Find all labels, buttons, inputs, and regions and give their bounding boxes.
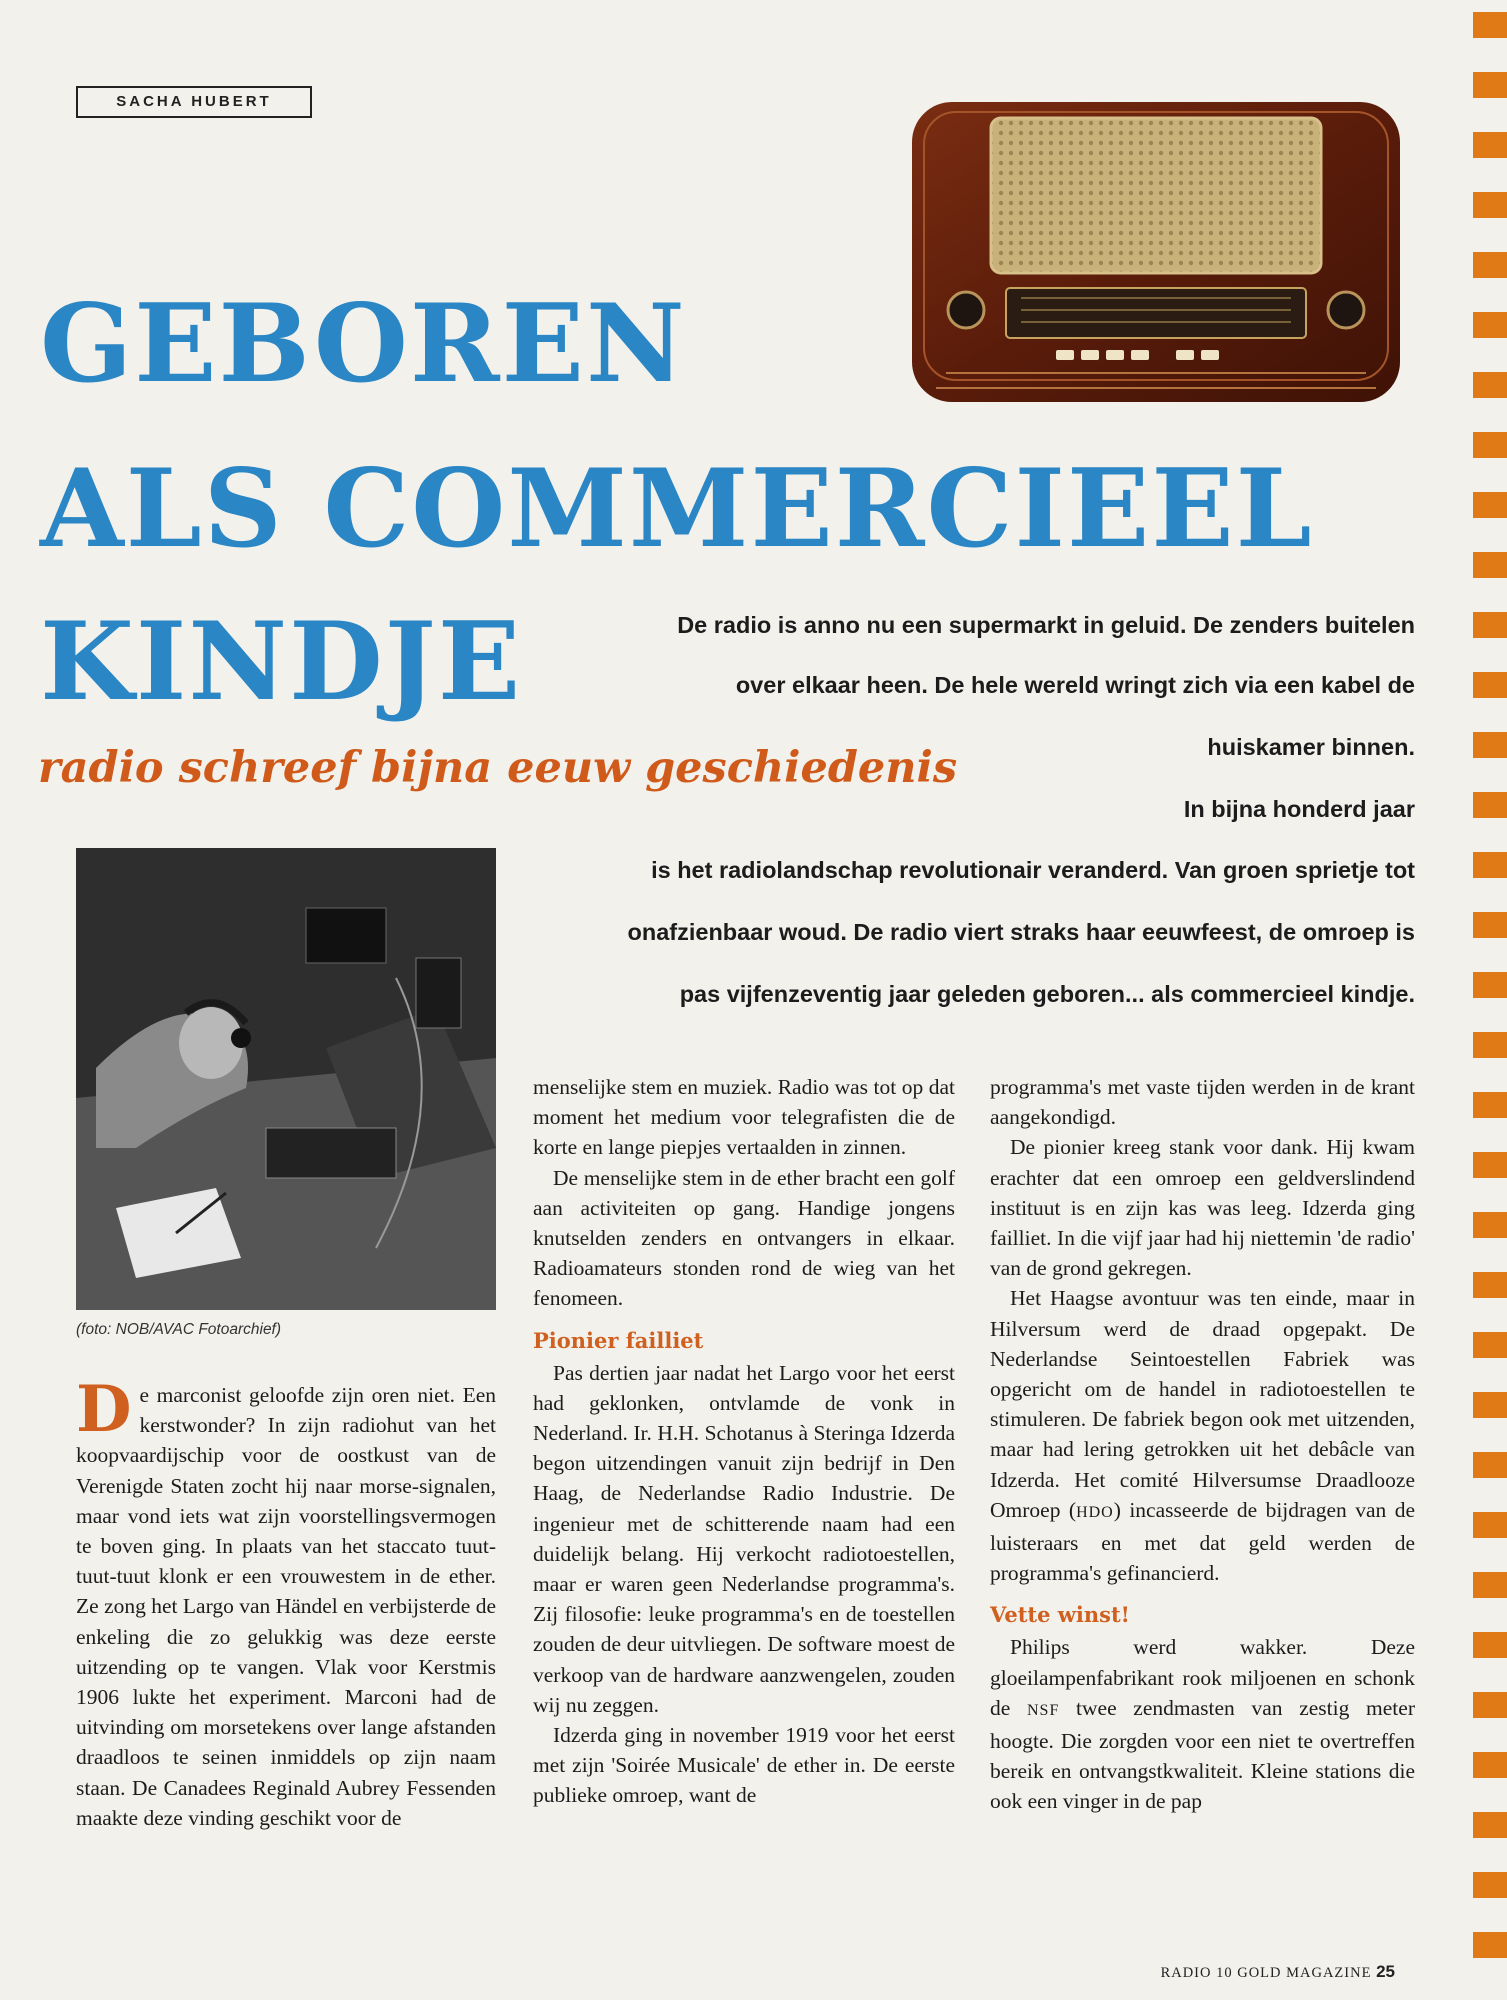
edge-dash: [1473, 1632, 1507, 1658]
edge-dash: [1473, 552, 1507, 578]
intro-line-1: De radio is anno nu een supermarkt in geluid. De zenders buitelen: [677, 612, 1415, 638]
col3-paragraph-3: [990, 1283, 1415, 1588]
headline-line-3: KINDJE: [40, 599, 523, 725]
edge-dash: [1473, 132, 1507, 158]
edge-dash: [1473, 492, 1507, 518]
article-column-1: [76, 1372, 496, 1833]
edge-dash: [1473, 972, 1507, 998]
edge-dash: [1473, 912, 1507, 938]
edge-dash: [1473, 792, 1507, 818]
edge-dash: [1473, 1152, 1507, 1178]
edge-dash: [1473, 1332, 1507, 1358]
abbreviation-nsf: NSF: [1026, 1701, 1060, 1719]
magazine-name: RADIO 10 GOLD MAGAZINE: [1160, 1965, 1372, 1981]
edge-dash: [1473, 852, 1507, 878]
edge-dash: [1473, 1092, 1507, 1118]
edge-dash: [1473, 312, 1507, 338]
edge-dash: [1473, 372, 1507, 398]
radio-operator-photo: [76, 848, 496, 1310]
intro-line-6: onafzienbaar woud. De radio viert straks haar eeuwfeest, de omroep is: [627, 919, 1415, 945]
col3-paragraph-1: programma's met vaste tijden werden in de krant aangekondigd.: [990, 1075, 1415, 1130]
section-heading-vette-winst: Vette winst!: [990, 1602, 1130, 1628]
edge-dash: [1473, 72, 1507, 98]
col1-paragraph: e marconist geloofde zijn oren niet. Een kerstwonder? In zijn radiohut van het koopvaardijschip voor de oostkust van de Verenigde Staten zocht hij naar morse-signalen, maar vond iets wat zijn voorstellingsvermogen te boven ging. In plaats van het staccato tuut-tuut-tuut klonk er een vrouwestem in de ether. Ze zong het Largo van Händel en verbijsterde de enkeling die zo gelukkig was deze eerste uitzending op te vangen. Vlak voor Kerstmis 1906 lukte het experiment. Marconi had de uitvinding om morsetekens over lange afstanden draadloos te seinen inmiddels op zijn naam staan. De Canadees Reginald Aubrey Fessenden maakte deze vinding geschikt voor de: [76, 1383, 496, 1830]
abbreviation-hdo: HDO: [1076, 1503, 1114, 1521]
edge-dash: [1473, 1512, 1507, 1538]
headline-line-2: ALS COMMERCIEEL: [40, 446, 1314, 572]
col2-paragraph-3: Pas dertien jaar nadat het Largo voor het eerst had geklonken, ontvlamde de vonk in Nederland. Ir. H.H. Schotanus à Steringa Idzerda begon uitzendingen vanuit zijn bedrijf in Den Haag, de Nederlandse Radio Industrie. De ingenieur met de schitterende naam had een duidelijk belang. Hij verkocht radiotoestellen, maar er waren geen Nederlandse programma's. Zij filosofie: leuke programma's en de toestellen zouden de deur uitvliegen. De software moest de verkoop van de hardware aanzwengelen, zouden wij nu zeggen.: [533, 1360, 955, 1717]
edge-dash: [1473, 432, 1507, 458]
col3-paragraph-3-text-a: Het Haagse avontuur was ten einde, maar in Hilversum werd de draad opgepakt. De Nederlandse Seintoestellen Fabriek was opgericht om de handel in radiotoestellen te stimuleren. De fabriek begon ook met uitzenden, maar had lering getrokken uit het debâcle van Idzerda. Het comité Hilversumse Draadlooze Omroep (: [990, 1286, 1415, 1522]
edge-dash: [1473, 1752, 1507, 1778]
edge-dash: [1473, 1392, 1507, 1418]
intro-line-3: huiskamer binnen.: [1207, 734, 1415, 760]
edge-dash: [1473, 732, 1507, 758]
edge-dash: [1473, 1872, 1507, 1898]
edge-dash: [1473, 12, 1507, 38]
edge-dash: [1473, 252, 1507, 278]
col3-paragraph-2: De pionier kreeg stank voor dank. Hij kwam erachter dat een omroep een geldverslindend instituut is en zijn kas was leeg. Idzerda ging failliet. In die vijf jaar had hij niettemin 'de radio' van de grond gekregen.: [990, 1135, 1415, 1281]
drop-cap: D: [76, 1372, 132, 1447]
edge-dash: [1473, 1212, 1507, 1238]
col3-paragraph-4: [990, 1632, 1415, 1816]
edge-dash: [1473, 1692, 1507, 1718]
intro-line-7: pas vijfenzeventig jaar geleden geboren... als commercieel kindje.: [679, 981, 1415, 1007]
intro-line-4: In bijna honderd jaar: [1183, 796, 1415, 822]
edge-dash: [1473, 1272, 1507, 1298]
col3-paragraph-4-text-b: twee zendmasten van zestig meter hoogte. Die zorgden voor een niet te overtreffen bereik en ontvangstkwaliteit. Kleine stations die ook een vinger in de pap: [990, 1695, 1415, 1814]
edge-dash: [1473, 1452, 1507, 1478]
edge-dash: [1473, 672, 1507, 698]
photo-caption: (foto: NOB/AVAC Fotoarchief): [76, 1321, 282, 1338]
headline-line-1: GEBOREN: [40, 281, 687, 407]
author-label: SACHA HUBERT: [76, 86, 312, 118]
section-heading-pionier: Pionier failliet: [533, 1327, 704, 1353]
edge-stripe-decoration: [1473, 0, 1507, 2000]
col3-paragraph-4-text-a: Philips werd wakker. Deze gloeilampenfabrikant rook miljoenen en schonk de: [990, 1635, 1415, 1720]
edge-dash: [1473, 1572, 1507, 1598]
edge-dash: [1473, 1812, 1507, 1838]
edge-dash: [1473, 1032, 1507, 1058]
article-column-2: [533, 1072, 955, 1811]
page-number: 25: [1376, 1962, 1395, 1981]
col2-paragraph-4: Idzerda ging in november 1919 voor het eerst met zijn 'Soirée Musicale' de ether in. De eerste publieke omroep, want de: [533, 1723, 955, 1808]
edge-dash: [1473, 192, 1507, 218]
col2-paragraph-1: menselijke stem en muziek. Radio was tot op dat moment het medium voor telegrafisten die de korte en lange piepjes vertaalden in zinnen.: [533, 1075, 955, 1160]
edge-dash: [1473, 612, 1507, 638]
intro-line-2: over elkaar heen. De hele wereld wringt zich via een kabel de: [735, 672, 1415, 698]
intro-line-5: is het radiolandschap revolutionair veranderd. Van groen sprietje tot: [651, 857, 1415, 883]
vintage-radio-image: [906, 88, 1406, 413]
article-column-3: [990, 1072, 1415, 1817]
edge-dash: [1473, 1932, 1507, 1958]
page-footer: [1161, 1962, 1395, 1982]
subheadline: radio schreef bijna eeuw geschiedenis: [38, 743, 958, 793]
col2-paragraph-2: De menselijke stem in de ether bracht een golf aan activiteiten op gang. Handige jongens knutselden zenders en ontvangers in elkaar. Radioamateurs stonden rond de wieg van het fenomeen.: [533, 1165, 955, 1311]
col3-paragraph-3-text-b: ) incasseerde de bijdragen van de luisteraars en met dat geld werden de programma's gefinancierd.: [990, 1497, 1415, 1586]
